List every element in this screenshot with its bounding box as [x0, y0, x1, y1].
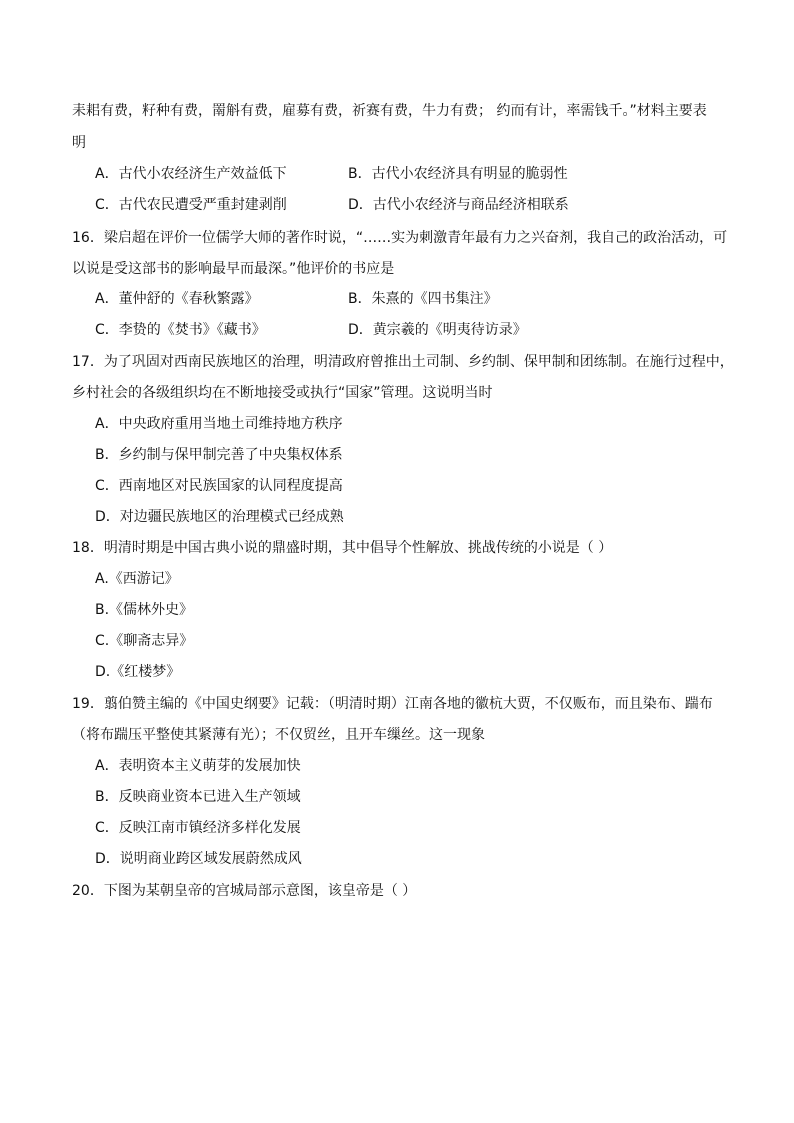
q15-option-c: C．古代农民遭受严重封建剥削	[95, 197, 287, 213]
q16-option-c: C．李贽的《焚书》《藏书》	[95, 322, 266, 338]
q17-stem-line2: 乡村社会的各级组织均在不断地接受或执行“国家”管理。这说明当时	[72, 385, 493, 401]
q17-option-b: B．乡约制与保甲制完善了中央集权体系	[95, 447, 343, 463]
q15-stem-line1: 耒耜有费，籽种有费，罱斛有费，雇募有费，祈赛有费，牛力有费； 约而有计，率需钱千。”材料主要表	[72, 103, 707, 119]
q19-option-b: B．反映商业资本已进入生产领域	[95, 789, 301, 805]
q15-option-a: A．古代小农经济生产效益低下	[95, 166, 287, 182]
q16-option-b: B．朱熹的《四书集注》	[348, 291, 498, 307]
q17-option-a: A．中央政府重用当地土司维持地方秩序	[95, 416, 343, 432]
q19-option-a: A．表明资本主义萌芽的发展加快	[95, 758, 301, 774]
q19-stem-line1: 19．翦伯赞主编的《中国史纲要》记载：（明清时期）江南各地的徽杭大贾，不仅贩布，而且染布、踹布	[72, 696, 713, 712]
q16-stem-line2: 以说是受这部书的影响最早而最深。”他评价的书应是	[72, 261, 395, 277]
q16-stem-line1: 16．梁启超在评价一位儒学大师的著作时说，“……实为刺激青年最有力之兴奋剂，我自己的政治活动，可	[72, 230, 728, 246]
q16-option-a: A．董仲舒的《春秋繁露》	[95, 291, 259, 307]
q18-option-b: B.《儒林外史》	[95, 602, 194, 618]
q17-stem-line1: 17．为了巩固对西南民族地区的治理，明清政府曾推出土司制、乡约制、保甲制和团练制。在施行过程中，	[72, 354, 734, 370]
q17-option-d: D．对边疆民族地区的治理模式已经成熟	[95, 509, 344, 525]
q17-option-c: C．西南地区对民族国家的认同程度提高	[95, 478, 343, 494]
q18-option-a: A.《西游记》	[95, 571, 179, 587]
q19-option-c: C．反映江南市镇经济多样化发展	[95, 820, 301, 836]
q19-stem-line2: （将布踹压平整使其紧薄有光）；不仅贸丝，且开车缫丝。这一现象	[72, 727, 485, 743]
q18-option-c: C.《聊斋志异》	[95, 633, 194, 649]
q16-option-d: D．黄宗羲的《明夷待访录》	[348, 322, 527, 338]
q18-stem-line1: 18．明清时期是中国古典小说的鼎盛时期，其中倡导个性解放、挑战传统的小说是（ ）	[72, 540, 613, 556]
q20-stem-line1: 20．下图为某朝皇帝的宫城局部示意图，该皇帝是（ ）	[72, 883, 417, 899]
q15-option-d: D．古代小农经济与商品经济相联系	[348, 197, 569, 213]
q15-option-b: B．古代小农经济具有明显的脆弱性	[348, 166, 568, 182]
q19-option-d: D．说明商业跨区域发展蔚然成风	[95, 851, 302, 867]
q18-option-d: D.《红楼梦》	[95, 664, 181, 680]
q15-stem-line2: 明	[72, 135, 86, 151]
